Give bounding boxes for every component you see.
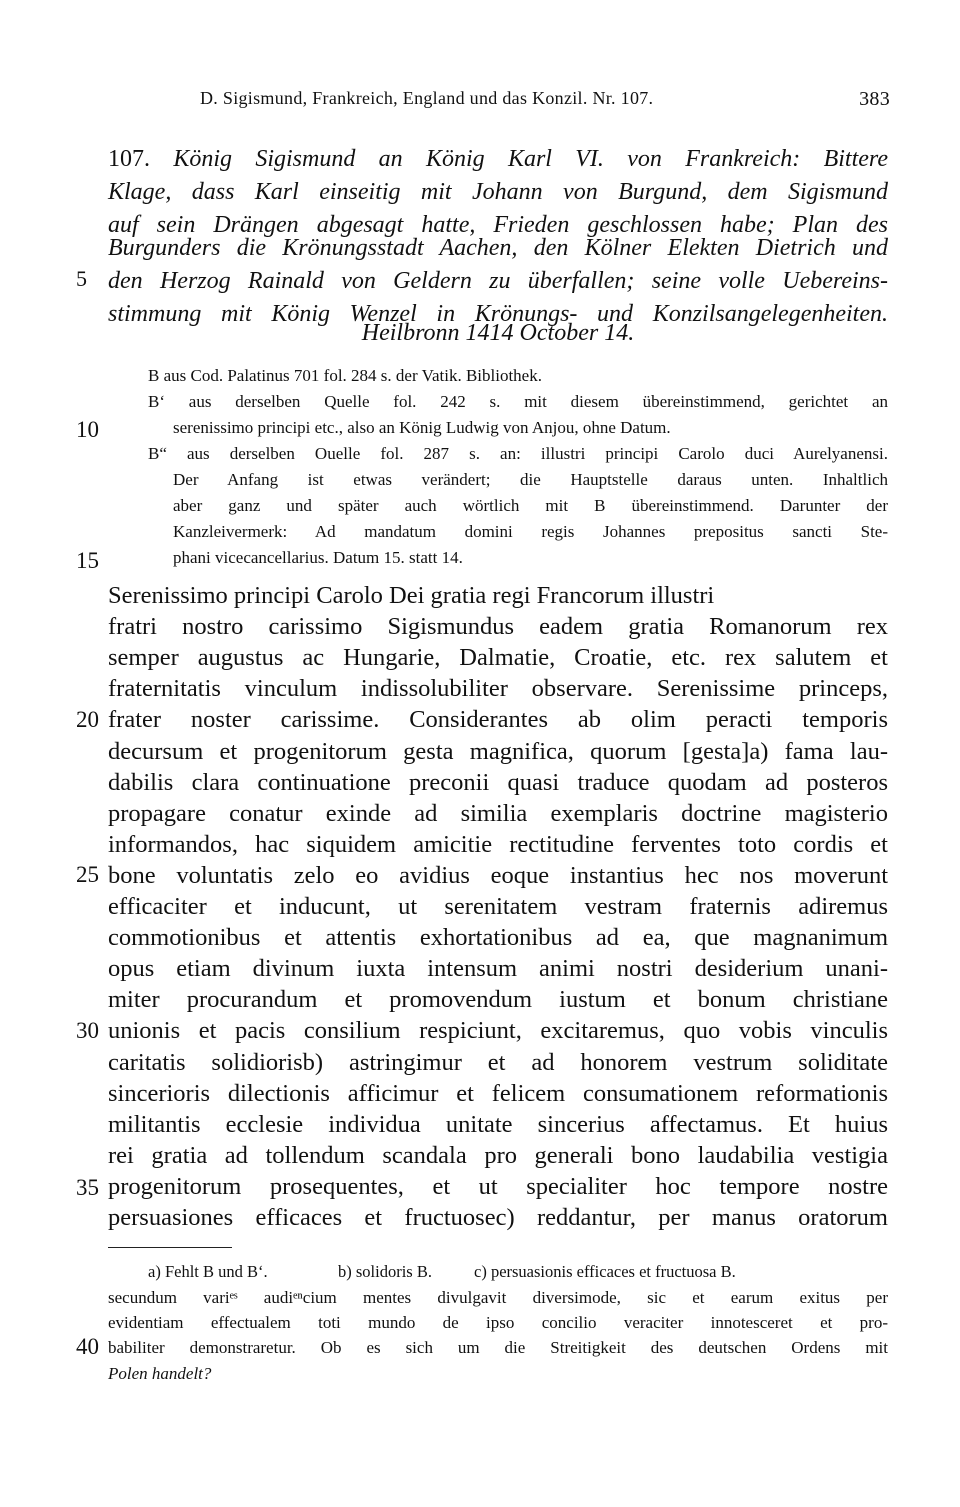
footnote-a: a) Fehlt B und B‘. [148, 1262, 268, 1281]
body-line: semper augustus ac Hungarie, Dalmatie, Croatie, etc. rex salutem et [108, 644, 888, 671]
regest-line-2: Klage, dass Karl einseitig mit Johann von Burgund, dem Sigismund [108, 179, 888, 205]
source-note-b2-cont-1: Der Anfang ist etwas verändert; die Hauptstelle daraus unten. Inhaltlich [173, 470, 888, 489]
regest-line-1: 107. König Sigismund an König Karl VI. von Frankreich: Bittere [108, 146, 889, 172]
continuation-line-2: evidentiam effectualem toti mundo de ipso concilio veraciter innotesceret et pro- [108, 1313, 888, 1332]
source-note-b2: B“ aus derselben Ouelle fol. 287 s. an: illustri principi Carolo duci Aurelyanensi. [148, 444, 888, 463]
body-line: rei gratia ad tollendum scandala pro generali bono laudabilia vestigia [108, 1142, 888, 1169]
body-line: fratri nostro carissimo Sigismundus eadem gratia Romanorum rex [108, 613, 888, 640]
regest-date: Heilbronn 1414 October 14. [361, 320, 635, 346]
body-line: miter procurandum et promovendum iustum et bonum christiane [108, 986, 888, 1013]
line-number-35: 35 [76, 1175, 99, 1200]
body-line: caritatis solidiorisb) astringimur et ad honorem vestrum soliditate [108, 1049, 888, 1076]
source-note-b2-cont-3: Kanzleivermerk: Ad mandatum domini regis Johannes prepositus sancti Ste- [173, 522, 888, 541]
line-number-25: 25 [76, 862, 99, 887]
body-line: efficaciter et inducunt, ut serenitatem vestram fraternis adiremus [108, 893, 888, 920]
body-line: commotionibus et attentis exhortationibus ad ea, que magnanimum [108, 924, 888, 951]
body-line: unionis et pacis consilium respiciunt, excitaremus, quo vobis vinculis [108, 1017, 888, 1044]
regest-line-5: den Herzog Rainald von Geldern zu überfallen; seine volle Uebereins- [108, 268, 888, 294]
line-number-20: 20 [76, 707, 99, 732]
body-line: progenitorum prosequentes, et ut specialiter hoc tempore nostre [108, 1173, 888, 1200]
source-note-b2-cont-2: aber ganz und später auch wörtlich mit B übereinstimmend. Darunter der [173, 496, 888, 515]
footnote-b: b) solidoris B. [338, 1262, 432, 1281]
body-line: opus etiam divinum iuxta intensum animi nostri desiderium unani- [108, 955, 888, 982]
running-header [200, 88, 890, 109]
line-number-10: 10 [76, 417, 99, 442]
source-note-b: B aus Cod. Palatinus 701 fol. 284 s. der Vatik. Bibliothek. [148, 366, 542, 385]
body-line: sincerioris dilectionis afficimur et felicem consumationem reformationis [108, 1080, 888, 1107]
body-line: informandos, hac siquidem amicitie rectitudine ferventes toto cordis et [108, 831, 888, 858]
source-note-b2-cont-4: phani vicecancellarius. Datum 15. statt 14. [173, 548, 463, 567]
body-line: persuasiones efficaces et fructuosec) reddantur, per manus oratorum [108, 1204, 888, 1231]
line-number-30: 30 [76, 1018, 99, 1043]
body-line: propagare conatur exinde ad similia exemplaris doctrine magisterio [108, 800, 888, 827]
page-number: 383 [859, 88, 890, 110]
body-line: militantis ecclesie individua unitate sincerius affectamus. Et huius [108, 1111, 888, 1138]
regest-line-4: Burgunders die Krönungsstadt Aachen, den Kölner Elekten Dietrich und [108, 235, 888, 261]
footnote-rule [108, 1247, 232, 1248]
continuation-line-3: babiliter demonstraretur. Ob es sich um die Streitigkeit des deutschen Ordens mit [108, 1338, 888, 1357]
body-line: Serenissimo principi Carolo Dei gratia regi Francorum illustri [108, 582, 715, 609]
document-number: 107. [108, 146, 150, 172]
body-line: decursum et progenitorum gesta magnifica, quorum [gesta]a) fama lau- [108, 738, 888, 765]
continuation-line-1: secundum variᵉˢ audiᵉⁿcium mentes divulgavit diversimode, sic et earum exitus per [108, 1288, 888, 1307]
regest-line-6: stimmung mit König Wenzel in Krönungs- und Konzilsangelegenheiten. [108, 301, 888, 327]
body-line: dabilis clara continuatione preconii quasi traduce quodam ad posteros [108, 769, 888, 796]
regest-line-3: auf sein Drängen abgesagt hatte, Frieden geschlossen habe; Plan des [108, 212, 888, 238]
source-note-b1-cont: serenissimo principi etc., also an König Ludwig von Anjou, ohne Datum. [173, 418, 671, 437]
line-number-15: 15 [76, 548, 99, 573]
body-line: frater noster carissime. Considerantes ab olim peracti temporis [108, 706, 888, 733]
running-title: D. Sigismund, Frankreich, England und das Konzil. Nr. 107. [200, 88, 654, 108]
line-number-40: 40 [76, 1334, 99, 1359]
body-line: bone voluntatis zelo eo avidius eoque instantius hec nos moverunt [108, 862, 888, 889]
line-number-5: 5 [76, 266, 87, 291]
continuation-line-4: Polen handelt? [108, 1364, 212, 1383]
footnote-c: c) persuasionis efficaces et fructuosa B. [474, 1262, 736, 1281]
body-line: fraternitatis vinculum indissolubiliter observare. Serenissime princeps, [108, 675, 888, 702]
source-note-b1: B‘ aus derselben Quelle fol. 242 s. mit diesem übereinstimmend, gerichtet an [148, 392, 888, 411]
